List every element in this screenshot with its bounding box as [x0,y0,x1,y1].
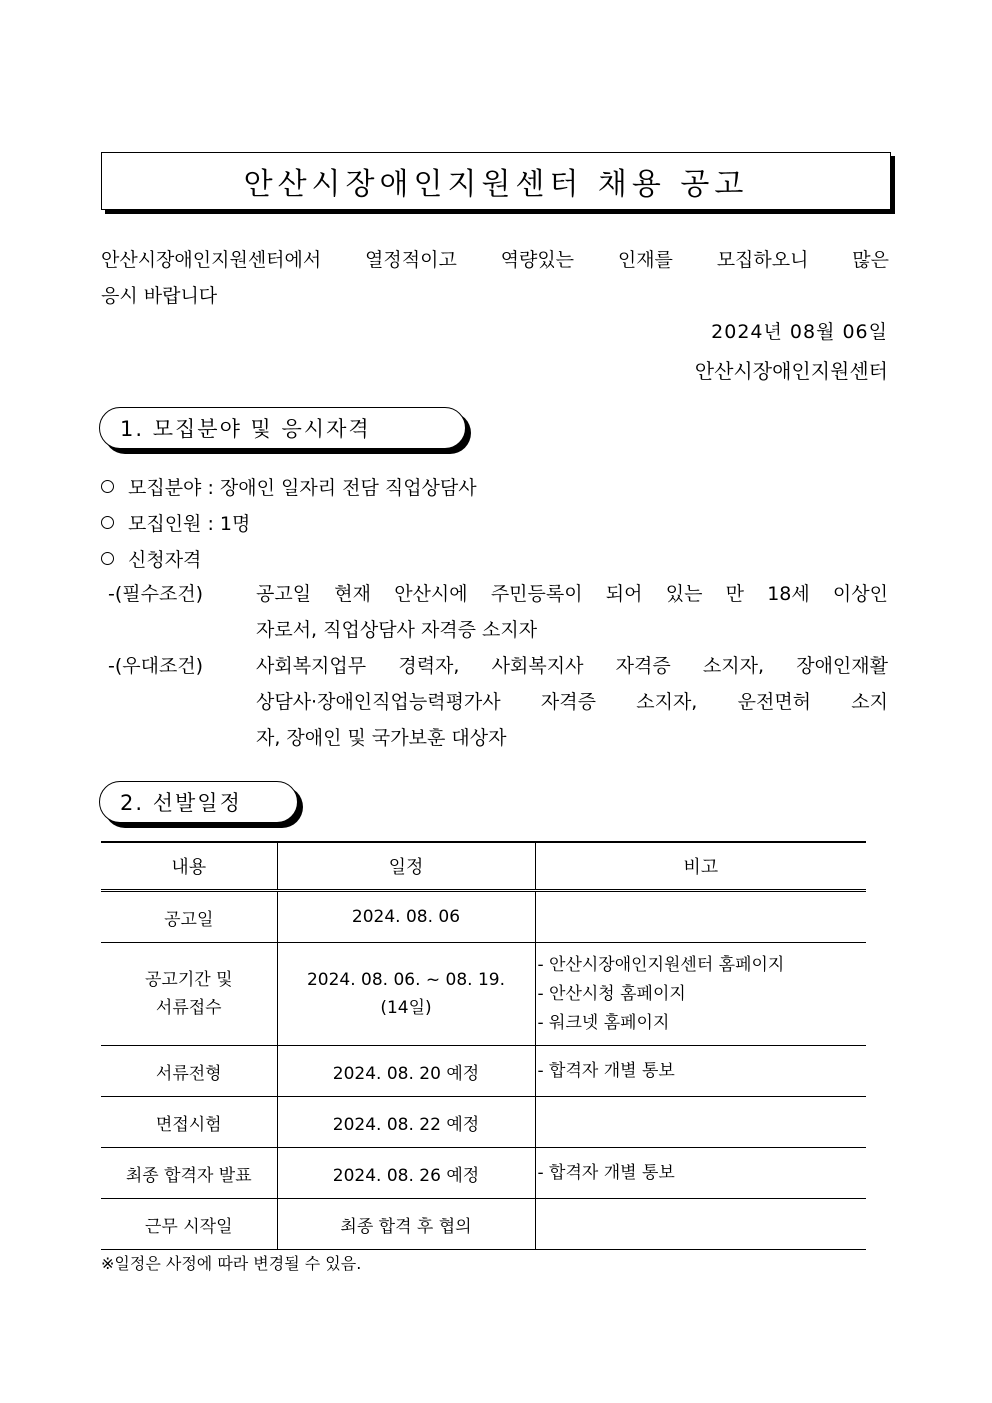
announcement-date: 2024년 08월 06일 [711,321,888,343]
intro-paragraph [101,242,889,314]
list-item [101,468,477,504]
note-line: - 워크넷 홈페이지 [537,1012,670,1033]
footnote: ※일정은 사정에 따라 변경될 수 있음. [101,1254,362,1273]
row-schedule: 2024. 08. 06 [277,891,535,943]
row-schedule: 2024. 08. 22 예정 [277,1097,535,1148]
row-notes: - 합격자 개별 통보 [535,1148,866,1199]
title-box [101,152,891,210]
row-item-line: 공고기간 및 [144,970,233,990]
column-header: 일정 [277,842,535,891]
preferred-lead: -(우대조건) [108,655,204,677]
required-line-1: 공고일 현재 안산시에 주민등록이 되어 있는 만 18세 이상인 [256,583,888,605]
row-item: 면접시험 [101,1097,277,1148]
circle-bullet-icon [101,480,114,493]
row-item-line: 서류접수 [155,998,222,1018]
note-line: - 안산시청 홈페이지 [537,983,686,1004]
column-header: 내용 [101,842,277,891]
row-schedule: 2024. 08. 26 예정 [277,1148,535,1199]
preferred-line-3: 자, 장애인 및 국가보훈 대상자 [256,727,507,749]
row-schedule: 최종 합격 후 협의 [277,1199,535,1250]
row-item [101,943,277,1046]
row-item: 서류전형 [101,1046,277,1097]
table-header-row [101,842,866,891]
section-1-list [101,468,477,576]
row-schedule-line: 2024. 08. 06. ~ 08. 19. [306,970,506,990]
row-notes [535,943,866,1046]
qualification-label: 신청자격 [128,548,202,571]
table-row [101,943,866,1046]
circle-bullet-icon [101,552,114,565]
recruit-count: 모집인원 : 1명 [128,512,251,535]
column-header: 비고 [535,842,866,891]
preferred-line-2: 상담사·장애인직업능력평가사 자격증 소지자, 운전면허 소지 [256,691,888,713]
required-lead: -(필수조건) [108,583,204,605]
required-condition [108,576,888,648]
intro-line-1: 안산시장애인지원센터에서 열정적이고 역량있는 인재를 모집하오니 많은 [101,249,889,271]
table-row [101,1148,866,1199]
organization-name: 안산시장애인지원센터 [694,359,888,383]
page-title: 안산시장애인지원센터 채용 공고 [243,167,749,202]
section-2-header [99,781,298,823]
row-schedule-line: (14일) [380,998,432,1018]
table-row [101,1199,866,1250]
row-notes [535,891,866,943]
row-schedule [277,943,535,1046]
row-item: 공고일 [101,891,277,943]
table-row [101,1097,866,1148]
circle-bullet-icon [101,516,114,529]
section-2-title: 2. 선발일정 [120,791,242,815]
row-schedule: 2024. 08. 20 예정 [277,1046,535,1097]
preferred-condition [108,648,888,756]
schedule-table [101,841,866,1250]
row-item: 근무 시작일 [101,1199,277,1250]
table-row [101,891,866,943]
table-row [101,1046,866,1097]
list-item [101,504,477,540]
row-notes: - 합격자 개별 통보 [535,1046,866,1097]
required-line-2: 자로서, 직업상담사 자격증 소지자 [256,619,538,641]
intro-line-2: 응시 바랍니다 [101,285,218,307]
note-line: - 안산시장애인지원센터 홈페이지 [537,954,785,975]
section-1-title: 1. 모집분야 및 응시자격 [120,417,371,441]
row-item: 최종 합격자 발표 [101,1148,277,1199]
preferred-line-1: 사회복지업무 경력자, 사회복지사 자격증 소지자, 장애인재활 [256,655,888,677]
section-1-header [99,407,466,449]
list-item [101,540,477,576]
row-notes [535,1097,866,1148]
recruit-field: 모집분야 : 장애인 일자리 전담 직업상담사 [128,476,477,499]
row-notes [535,1199,866,1250]
